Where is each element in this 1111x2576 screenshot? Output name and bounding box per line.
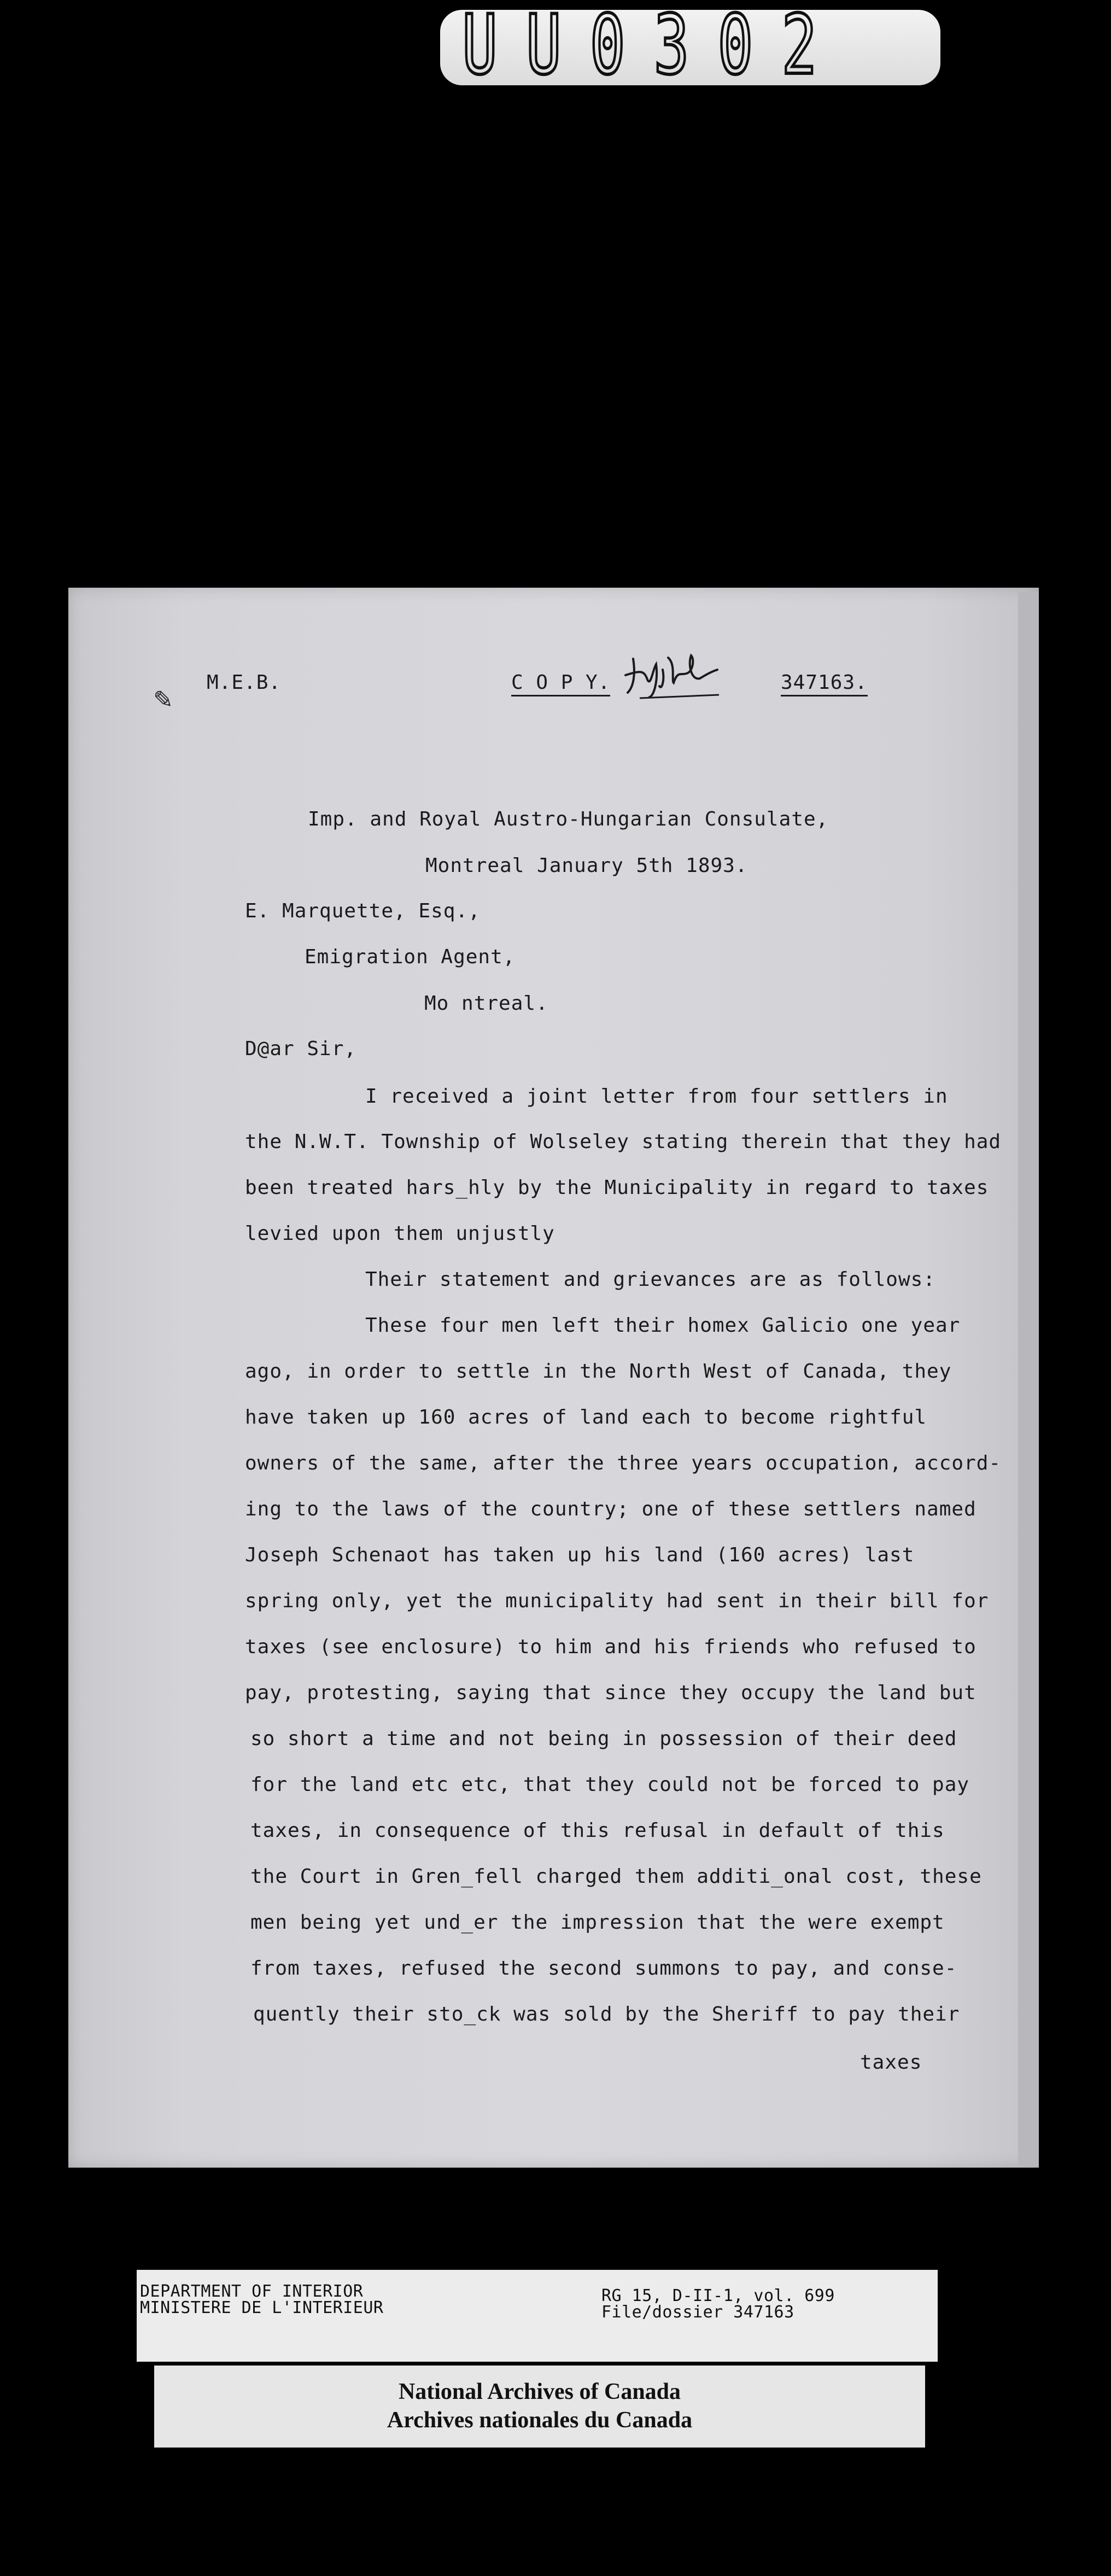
copy-label: C O P Y. (511, 671, 610, 696)
body-line: the N.W.T. Township of Wolseley stating therein that they had (245, 1131, 1002, 1153)
sender-line-2: Montreal January 5th 1893. (425, 854, 748, 877)
body-line: ing to the laws of the country; one of these settlers named (245, 1498, 976, 1520)
catchword: taxes (860, 2051, 922, 2074)
body-line: so short a time and not being in possession of their deed (250, 1728, 957, 1750)
body-line: pay, protesting, saying that since they occupy the land but (245, 1682, 976, 1704)
body-line: Joseph Schenaot has taken up his land (160 acres) last (245, 1544, 915, 1566)
department-french: MINISTERE DE L'INTERIEUR (140, 2298, 384, 2317)
sheet-edge (1018, 592, 1039, 2166)
recipient-city: Mo ntreal. (424, 992, 548, 1015)
body-line: taxes (see enclosure) to him and his friends who refused to (245, 1636, 976, 1658)
file-reference: File/dossier 347163 (601, 2303, 794, 2322)
body-line: owners of the same, after the three years occupation, accord- (245, 1452, 1002, 1474)
body-line: been treated hars_hly by the Municipality in regard to taxes (245, 1176, 989, 1199)
department-english: DEPARTMENT OF INTERIOR (140, 2282, 364, 2301)
archives-name-french: Archives nationales du Canada (387, 2408, 693, 2433)
body-line: levied upon them unjustly (245, 1222, 555, 1245)
recipient-name: E. Marquette, Esq., (245, 900, 481, 922)
body-line: the Court in Gren_fell charged them additi_onal cost, these (250, 1865, 982, 1888)
body-line: for the land etc etc, that they could not be forced to pay (250, 1773, 970, 1796)
frame-number-text: UU0302 (462, 0, 846, 93)
recipient-title: Emigration Agent, (305, 946, 516, 968)
frame-number-label (440, 0, 940, 93)
body-line: have taken up 160 acres of land each to become rightful (245, 1406, 927, 1428)
body-line: men being yet und_er the impression that the were exempt (250, 1911, 945, 1934)
archives-credit (154, 2366, 925, 2448)
body-line: I received a joint letter from four settlers in (365, 1085, 948, 1108)
body-line: quently their sto_ck was sold by the Sheriff to pay their (253, 2003, 960, 2025)
salutation: D@ar Sir, (245, 1038, 357, 1060)
body-line: from taxes, refused the second summons to pay, and conse- (250, 1957, 957, 1980)
sender-line-1: Imp. and Royal Austro-Hungarian Consulate, (308, 808, 829, 830)
body-line: spring only, yet the municipality had sent in their bill for (245, 1590, 989, 1612)
archive-reference-label (137, 2270, 938, 2362)
body-line: taxes, in consequence of this refusal in default of this (250, 1819, 945, 1842)
file-number: 347163. (781, 671, 868, 696)
body-line: ago, in order to settle in the North West of Canada, they (245, 1360, 952, 1383)
initials: M.E.B. (207, 671, 282, 694)
margin-mark: ✎ (153, 686, 173, 714)
archives-name-english: National Archives of Canada (398, 2379, 681, 2404)
body-line: Their statement and grievances are as follows: (365, 1268, 935, 1291)
record-group-reference: RG 15, D-II-1, vol. 699 (601, 2286, 835, 2305)
handwritten-signature (623, 648, 722, 700)
body-line: These four men left their homex Galicio one year (365, 1314, 961, 1337)
